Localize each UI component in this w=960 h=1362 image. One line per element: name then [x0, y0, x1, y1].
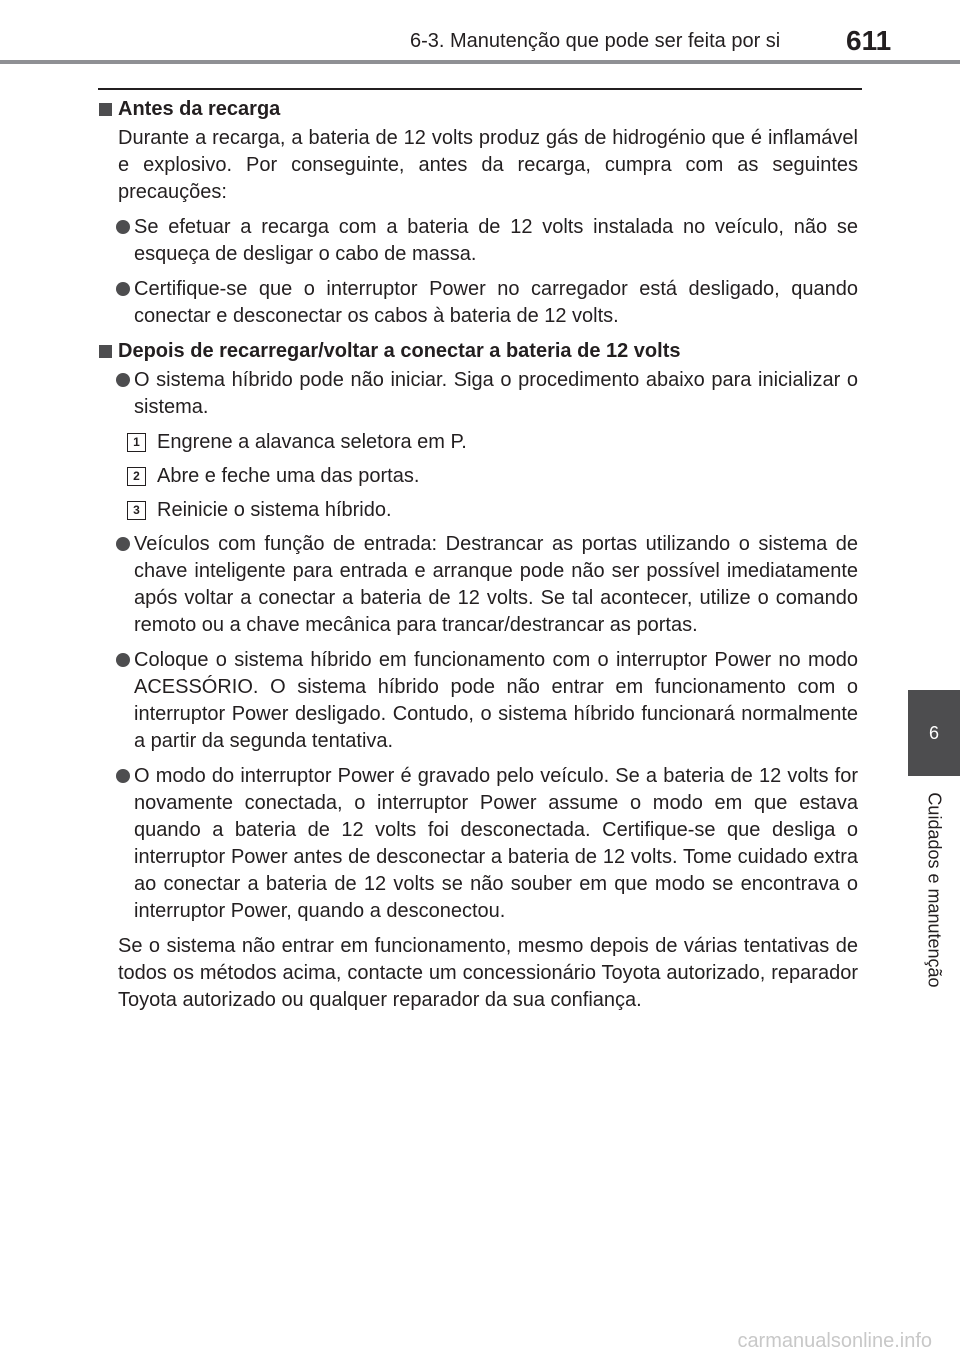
chapter-tab[interactable]: [908, 690, 960, 776]
heading-text: Antes da recarga: [118, 98, 281, 120]
section-heading-after-charging: [98, 338, 858, 365]
step-item: [98, 497, 858, 524]
bullet-dot-icon: [116, 373, 130, 387]
bullet-text: O sistema híbrido pode não iniciar. Siga o procedimento abaixo para inicializar o sistema.: [134, 369, 858, 418]
main-content: [98, 96, 858, 1022]
header-divider: [0, 60, 960, 64]
step-text: Reinicie o sistema híbrido.: [157, 499, 392, 521]
bullet-dot-icon: [116, 282, 130, 296]
square-bullet-icon: [99, 103, 112, 116]
bullet-text: O modo do interruptor Power é gravado pelo veículo. Se a bateria de 12 volts for novamente conectada, o interruptor Power assume o modo em que estava quando a bateria de 12 volts foi desconectada. Certifique-se que desliga o interruptor Power antes de desconectar a bateria de 12 volts. Tome cuidado extra ao conectar a bateria de 12 volts se não souber em que modo se encontrava o interruptor Power, quando a desconectou.: [134, 765, 858, 922]
bullet-item: [98, 531, 858, 639]
step-item: [98, 463, 858, 490]
step-number-box: 2: [127, 467, 146, 486]
section-title: 6-3. Manutenção que pode ser feita por si: [410, 30, 781, 52]
bullet-item: [98, 276, 858, 330]
bullet-item: [98, 367, 858, 421]
bullet-dot-icon: [116, 537, 130, 551]
bullet-text: Se efetuar a recarga com a bateria de 12 volts instalada no veículo, não se esqueça de desligar o cabo de massa.: [134, 216, 858, 265]
chapter-number: 6: [928, 722, 939, 743]
watermark: carmanualsonline.info: [737, 1330, 932, 1352]
bullet-dot-icon: [116, 220, 130, 234]
bullet-dot-icon: [116, 653, 130, 667]
closing-paragraph: Se o sistema não entrar em funcionamento, mesmo depois de várias tentativas de todos os métodos acima, contacte um concessionário Toyota autorizado, reparador Toyota autorizado ou qualquer reparador da sua confiança.: [118, 935, 858, 1011]
step-text: Abre e feche uma das portas.: [157, 465, 420, 487]
intro-paragraph: Durante a recarga, a bateria de 12 volts produz gás de hidrogénio que é inflamável e explosivo. Por conseguinte, antes da recarga, cumpra com as seguintes precauções:: [118, 127, 858, 203]
heading-text: Depois de recarregar/voltar a conectar a bateria de 12 volts: [118, 340, 681, 362]
bullet-item: [98, 763, 858, 925]
page-number: 611: [846, 25, 892, 56]
bullet-text: Veículos com função de entrada: Destrancar as portas utilizando o sistema de chave inteligente para entrada e arranque pode não ser possível imediatamente após voltar a conectar a bateria de 12 volts. Se tal acontecer, utilize o comando remoto ou a chave mecânica para trancar/destrancar as portas.: [134, 533, 858, 636]
step-text: Engrene a alavanca seletora em P.: [157, 431, 467, 453]
bullet-text: Certifique-se que o interruptor Power no carregador está desligado, quando conectar e desconectar os cabos à bateria de 12 volts.: [134, 278, 858, 327]
bullet-dot-icon: [116, 769, 130, 783]
step-item: [98, 429, 858, 456]
section-heading-before-charging: [98, 96, 858, 123]
step-number-box: 3: [127, 501, 146, 520]
step-number-box: 1: [127, 433, 146, 452]
chapter-title: Cuidados e manutenção: [924, 792, 945, 988]
bullet-text: Coloque o sistema híbrido em funcionamento com o interruptor Power no modo ACESSÓRIO. O sistema híbrido pode não entrar em funcionamento com o interruptor Power desligado. Contudo, o sistema híbrido funcionará normalmente a partir da segunda tentativa.: [134, 649, 858, 752]
square-bullet-icon: [99, 345, 112, 358]
bullet-item: [98, 214, 858, 268]
bullet-item: [98, 647, 858, 755]
content-divider: [98, 88, 862, 90]
